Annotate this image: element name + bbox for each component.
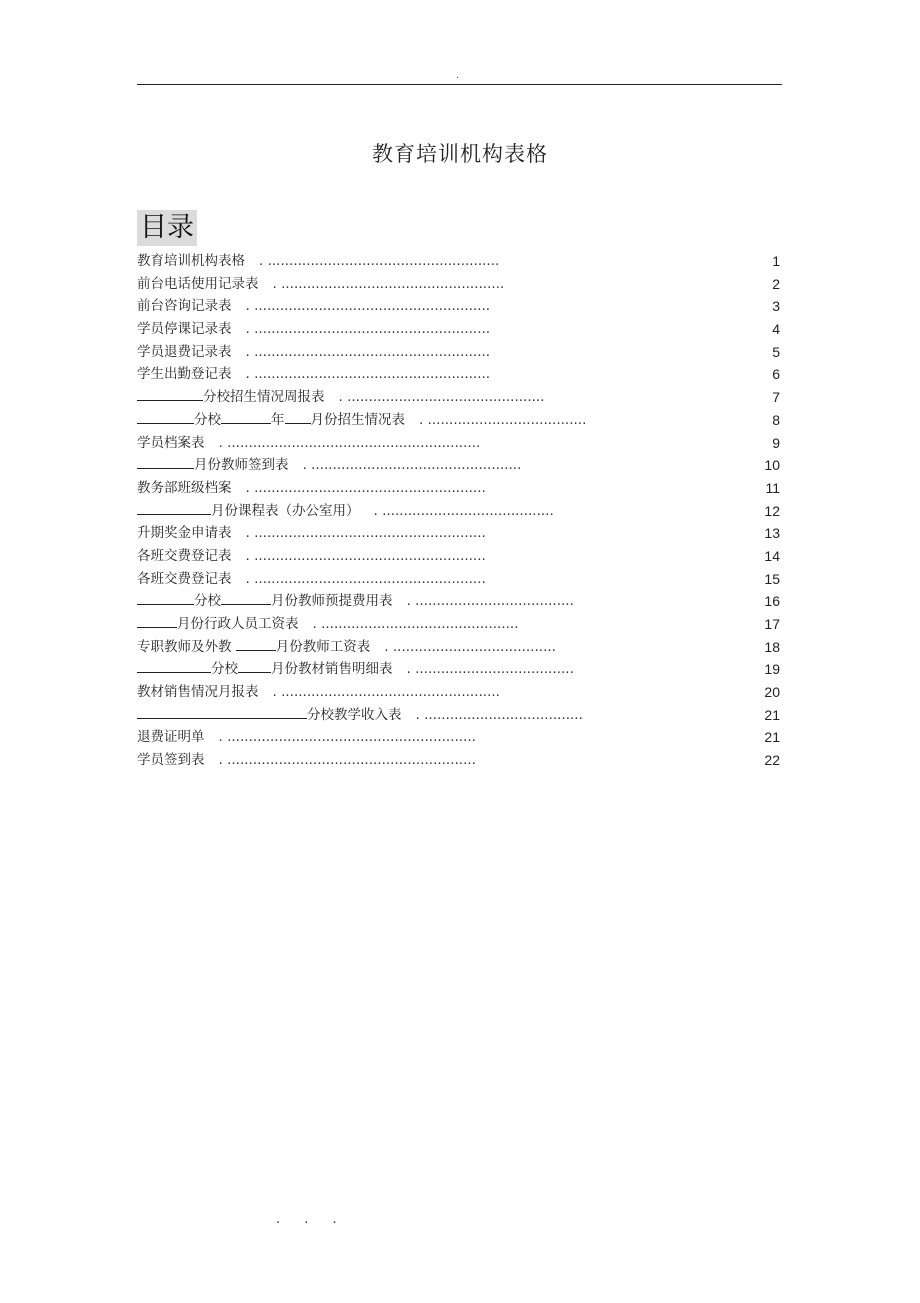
toc-entry-title bbox=[137, 295, 232, 318]
fill-in-blank bbox=[221, 591, 271, 605]
toc-page-number: 2 bbox=[772, 275, 780, 292]
toc-page-number: 17 bbox=[764, 616, 780, 632]
fill-in-blank bbox=[137, 705, 307, 719]
toc-page-number: 16 bbox=[764, 593, 780, 610]
toc-entry-text: 教育培训机构表格 bbox=[137, 253, 245, 269]
toc-entry-text: 学员档案表 bbox=[137, 434, 205, 451]
toc-page-number: 13 bbox=[764, 525, 780, 542]
toc-page-number: 14 bbox=[764, 547, 780, 564]
toc-entry-text: 分校 bbox=[194, 411, 221, 428]
toc-entry-text: 学员退费记录表 bbox=[137, 343, 232, 360]
toc-entry-text: 月份教师工资表 bbox=[275, 638, 371, 655]
toc-entry-title bbox=[137, 681, 259, 704]
toc-entry-text: 专职教师及外教 bbox=[137, 638, 236, 655]
toc-dot-leader: . .................................................... bbox=[272, 275, 505, 292]
toc-entry-text: 月份教师预提费用表 bbox=[271, 593, 393, 610]
toc-entry[interactable] bbox=[137, 500, 782, 523]
toc-entry[interactable] bbox=[137, 613, 782, 636]
toc-entry-title bbox=[137, 454, 289, 477]
toc-page-number: 12 bbox=[764, 502, 780, 519]
toc-entry[interactable] bbox=[137, 318, 782, 341]
toc-entry[interactable] bbox=[137, 636, 782, 659]
toc-dot-leader: . ........................................................... bbox=[218, 434, 481, 451]
fill-in-blank bbox=[137, 591, 194, 605]
toc-entry-title bbox=[137, 341, 232, 364]
toc-entry[interactable] bbox=[137, 568, 782, 591]
toc-entry-text: 学生出勤登记表 bbox=[137, 366, 232, 383]
toc-page-number: 8 bbox=[772, 411, 780, 428]
toc-entry-title bbox=[137, 250, 245, 273]
toc-entry[interactable] bbox=[137, 386, 782, 409]
toc-dot-leader: . ...................................... bbox=[384, 638, 556, 655]
toc-page-number: 11 bbox=[765, 479, 780, 496]
toc-entry-text: 分校 bbox=[194, 593, 221, 610]
toc-dot-leader: . ...................................................... bbox=[245, 570, 486, 587]
header-rule bbox=[137, 84, 782, 85]
toc-entry[interactable] bbox=[137, 704, 782, 727]
toc-entry-title bbox=[137, 568, 232, 591]
toc-entry[interactable] bbox=[137, 341, 782, 364]
fill-in-blank bbox=[285, 410, 311, 424]
toc-entry-text: 升期奖金申请表 bbox=[137, 525, 232, 542]
toc-dot-leader: . ..................................... bbox=[419, 411, 587, 428]
toc-entry[interactable] bbox=[137, 749, 782, 772]
toc-entry-title bbox=[137, 318, 232, 341]
toc-entry[interactable] bbox=[137, 432, 782, 455]
toc-dot-leader: . ..................................... bbox=[406, 661, 574, 678]
toc-page-number: 6 bbox=[772, 366, 780, 383]
toc-page-number: 21 bbox=[764, 706, 780, 723]
toc-page-number: 21 bbox=[764, 729, 780, 746]
toc-entry-text: 各班交费登记表 bbox=[137, 547, 232, 564]
toc-entry-text: 退费证明单 bbox=[137, 729, 205, 746]
toc-entry[interactable] bbox=[137, 477, 782, 500]
toc-entry-title bbox=[137, 386, 325, 409]
toc-dot-leader: . ...................................................... bbox=[245, 525, 486, 542]
toc-entry[interactable] bbox=[137, 590, 782, 613]
fill-in-blank bbox=[137, 455, 194, 469]
toc-dot-leader: . .............................................. bbox=[312, 616, 519, 632]
toc-dot-leader: . .............................................. bbox=[338, 389, 545, 406]
toc-entry-title bbox=[137, 409, 405, 432]
toc-entry-text: 前台咨询记录表 bbox=[137, 298, 232, 315]
toc-dot-leader: . ..................................... bbox=[406, 593, 574, 610]
toc-dot-leader: . ..................................... bbox=[415, 706, 583, 723]
toc-entry-title bbox=[137, 522, 232, 545]
toc-dot-leader: . ....................................................... bbox=[245, 298, 491, 315]
toc-dot-leader: . ...................................................... bbox=[259, 253, 500, 269]
toc-dot-leader: . ....................................................... bbox=[245, 343, 491, 360]
toc-entry[interactable] bbox=[137, 363, 782, 386]
toc-entry-text: 学员签到表 bbox=[137, 752, 205, 769]
toc-entry[interactable] bbox=[137, 454, 782, 477]
toc-entry-text: 学员停课记录表 bbox=[137, 321, 232, 338]
toc-entry[interactable] bbox=[137, 250, 782, 273]
toc-entry-title bbox=[137, 432, 205, 455]
toc-entry[interactable] bbox=[137, 522, 782, 545]
toc-page-number: 5 bbox=[772, 343, 780, 360]
toc-dot-leader: . ................................................... bbox=[272, 684, 500, 701]
toc-entry-text: 分校 bbox=[211, 661, 238, 678]
toc-entry-text: 各班交费登记表 bbox=[137, 570, 232, 587]
toc-entry-text: 月份教师签到表 bbox=[194, 457, 289, 474]
toc-entry-text: 分校教学收入表 bbox=[307, 706, 402, 723]
toc-entry[interactable] bbox=[137, 681, 782, 704]
toc-page-number: 19 bbox=[764, 661, 780, 678]
toc-dot-leader: . ........................................ bbox=[373, 502, 554, 519]
toc-page-number: 20 bbox=[764, 684, 780, 701]
toc-entry[interactable] bbox=[137, 409, 782, 432]
fill-in-blank bbox=[137, 501, 211, 515]
toc-entry-title bbox=[137, 273, 259, 296]
toc-entry-title bbox=[137, 636, 370, 659]
fill-in-blank bbox=[137, 410, 194, 424]
toc-dot-leader: . ...................................................... bbox=[245, 547, 486, 564]
toc-entry-title bbox=[137, 545, 232, 568]
toc-dot-leader: . .......................................................... bbox=[218, 729, 476, 746]
toc-entry-text: 月份教材销售明细表 bbox=[271, 661, 393, 678]
toc-entry-title bbox=[137, 658, 393, 681]
toc-entry-title bbox=[137, 363, 232, 386]
fill-in-blank bbox=[236, 637, 276, 651]
toc-heading: 目录 bbox=[137, 210, 197, 246]
toc-entry[interactable] bbox=[137, 273, 782, 296]
toc-dot-leader: . ....................................................... bbox=[245, 321, 491, 338]
toc-entry-title bbox=[137, 726, 205, 749]
toc-entry[interactable] bbox=[137, 726, 782, 749]
document-title: 教育培训机构表格 bbox=[372, 142, 548, 167]
toc-entry-text: 前台电话使用记录表 bbox=[137, 275, 259, 292]
fill-in-blank bbox=[137, 387, 203, 401]
toc-page-number: 3 bbox=[772, 298, 780, 315]
table-of-contents bbox=[137, 250, 782, 772]
toc-entry-text: 年 bbox=[271, 411, 285, 428]
toc-dot-leader: . ....................................................... bbox=[245, 366, 491, 383]
toc-page-number: 15 bbox=[764, 570, 780, 587]
toc-entry-title bbox=[137, 749, 205, 772]
toc-entry-title bbox=[137, 704, 402, 727]
toc-entry-text: 月份课程表（办公室用） bbox=[211, 502, 360, 519]
footer-dots: . . . bbox=[276, 1212, 347, 1227]
fill-in-blank bbox=[137, 659, 211, 673]
toc-entry-text: 月份行政人员工资表 bbox=[177, 616, 299, 632]
toc-entry[interactable] bbox=[137, 545, 782, 568]
toc-page-number: 18 bbox=[764, 638, 780, 655]
toc-entry[interactable] bbox=[137, 295, 782, 318]
toc-page-number: 7 bbox=[772, 389, 780, 406]
toc-page-number: 1 bbox=[772, 253, 780, 269]
toc-entry[interactable] bbox=[137, 658, 782, 681]
toc-entry-text: 分校招生情况周报表 bbox=[203, 389, 325, 406]
toc-entry-text: 教务部班级档案 bbox=[137, 479, 232, 496]
toc-entry-title bbox=[137, 613, 299, 636]
toc-page-number: 22 bbox=[764, 752, 780, 769]
fill-in-blank bbox=[221, 410, 271, 424]
toc-entry-title bbox=[137, 500, 360, 523]
toc-dot-leader: . ................................................. bbox=[302, 457, 522, 474]
toc-entry-title bbox=[137, 477, 232, 500]
header-mark: . bbox=[456, 70, 460, 81]
toc-entry-title bbox=[137, 590, 393, 613]
toc-page-number: 10 bbox=[764, 457, 780, 474]
toc-entry-text: 教材销售情况月报表 bbox=[137, 684, 259, 701]
toc-page-number: 9 bbox=[772, 434, 780, 451]
fill-in-blank bbox=[137, 614, 177, 628]
fill-in-blank bbox=[238, 659, 271, 673]
toc-dot-leader: . ...................................................... bbox=[245, 479, 486, 496]
toc-dot-leader: . .......................................................... bbox=[218, 752, 476, 769]
toc-page-number: 4 bbox=[772, 321, 780, 338]
toc-entry-text: 月份招生情况表 bbox=[310, 411, 405, 428]
